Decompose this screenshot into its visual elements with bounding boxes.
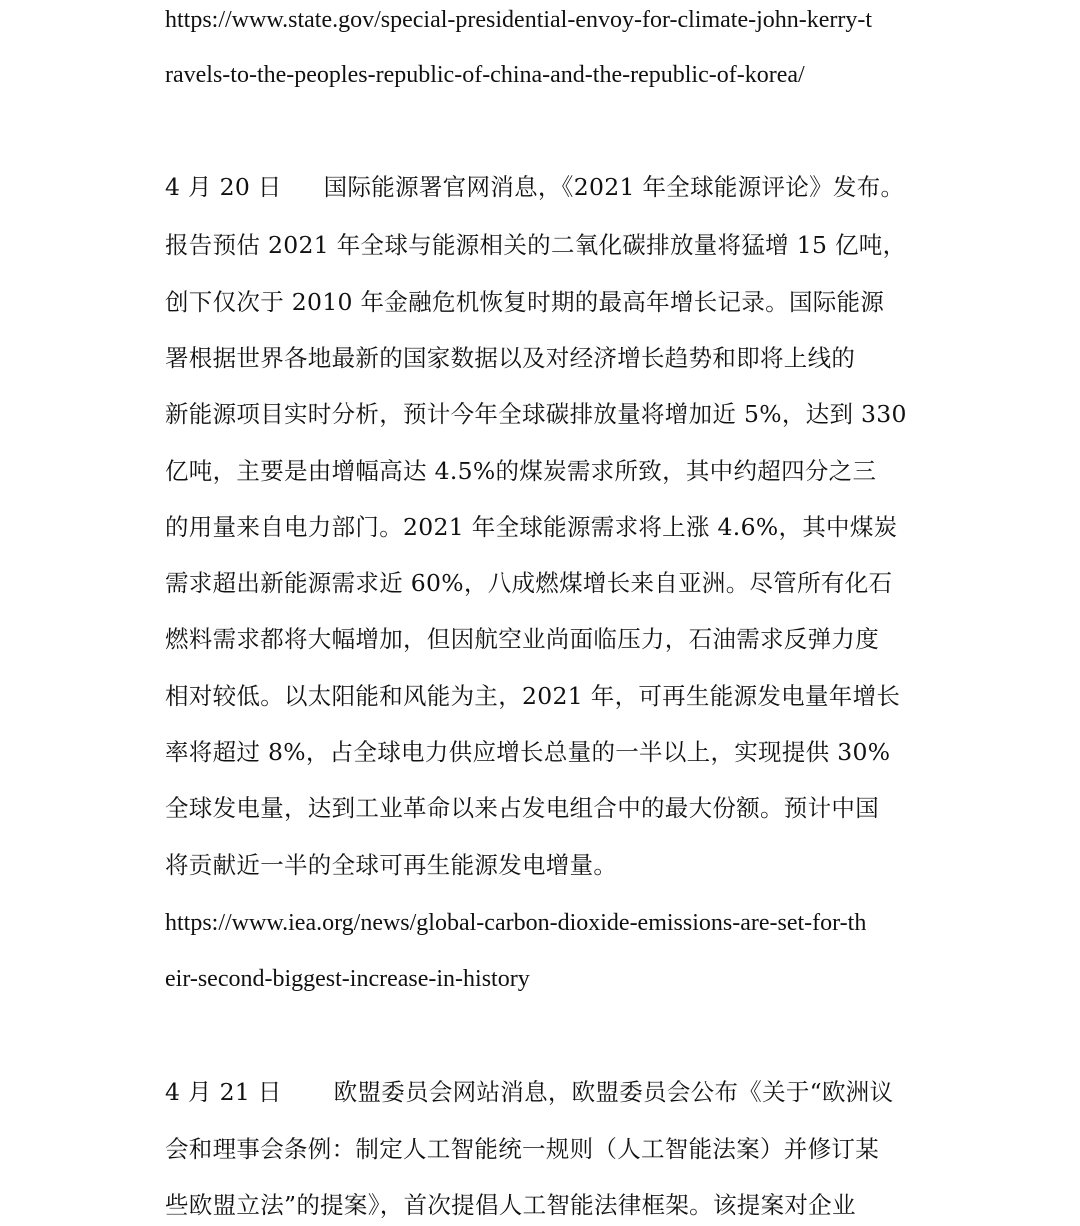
- entry-apr20-text-line: 将贡献近一半的全球可再生能源发电增量。: [165, 851, 618, 879]
- entry-apr20-text-line: 报告预估 2021 年全球与能源相关的二氧化碳排放量将猛增 15 亿吨，: [165, 231, 907, 259]
- entry-apr20-text-line: 燃料需求都将大幅增加，但因航空业尚面临压力，石油需求反弹力度: [165, 625, 879, 653]
- entry-apr20-date: 4 月 20 日: [165, 173, 282, 201]
- entry-apr20-text-line: 署根据世界各地最新的国家数据以及对经济增长趋势和即将上线的: [165, 344, 856, 372]
- entry-apr20-text-line: 亿吨，主要是由增幅高达 4.5%的煤炭需求所致，其中约超四分之三: [165, 457, 877, 485]
- entry-apr21-text-line: 欧盟委员会网站消息，欧盟委员会公布《关于“欧洲议: [333, 1078, 894, 1106]
- entry-apr21-date: 4 月 21 日: [165, 1078, 282, 1106]
- entry-apr20-text-line: 相对较低。以太阳能和风能为主，2021 年，可再生能源发电量年增长: [165, 682, 901, 710]
- entry-apr20-text-line: 需求超出新能源需求近 60%，八成燃煤增长来自亚洲。尽管所有化石: [165, 569, 893, 597]
- entry-apr21-text-line: 会和理事会条例：制定人工智能统一规则（人工智能法案）并修订某: [165, 1135, 879, 1163]
- entry-apr21-first-line: [165, 1076, 917, 1108]
- entry-apr20-text-line: 全球发电量，达到工业革命以来占发电组合中的最大份额。预计中国: [165, 794, 879, 822]
- entry-apr20-first-line: [165, 171, 917, 203]
- source-url-state-gov-line-1[interactable]: https://www.state.gov/special-presidential-envoy-for-climate-john-kerry-t: [165, 7, 873, 33]
- entry-apr20-text-line: 率将超过 8%，占全球电力供应增长总量的一半以上，实现提供 30%: [165, 738, 891, 766]
- source-url-iea-line-1[interactable]: https://www.iea.org/news/global-carbon-dioxide-emissions-are-set-for-th: [165, 910, 867, 936]
- entry-apr20-text-line: 创下仅次于 2010 年金融危机恢复时期的最高年增长记录。国际能源: [165, 288, 885, 316]
- entry-apr20-text-line: 的用量来自电力部门。2021 年全球能源需求将上涨 4.6%，其中煤炭: [165, 513, 898, 541]
- source-url-iea-line-2[interactable]: eir-second-biggest-increase-in-history: [165, 966, 530, 992]
- entry-apr20-text-line: 新能源项目实时分析，预计今年全球碳排放量将增加近 5%，达到 330: [165, 400, 907, 428]
- source-url-state-gov-line-2[interactable]: ravels-to-the-peoples-republic-of-china-and-the-republic-of-korea/: [165, 62, 805, 88]
- entry-apr20-text-line: 国际能源署官网消息，《2021 年全球能源评论》发布。: [323, 173, 905, 201]
- entry-apr21-text-line: 些欧盟立法”的提案》，首次提倡人工智能法律框架。该提案对企业: [165, 1191, 856, 1219]
